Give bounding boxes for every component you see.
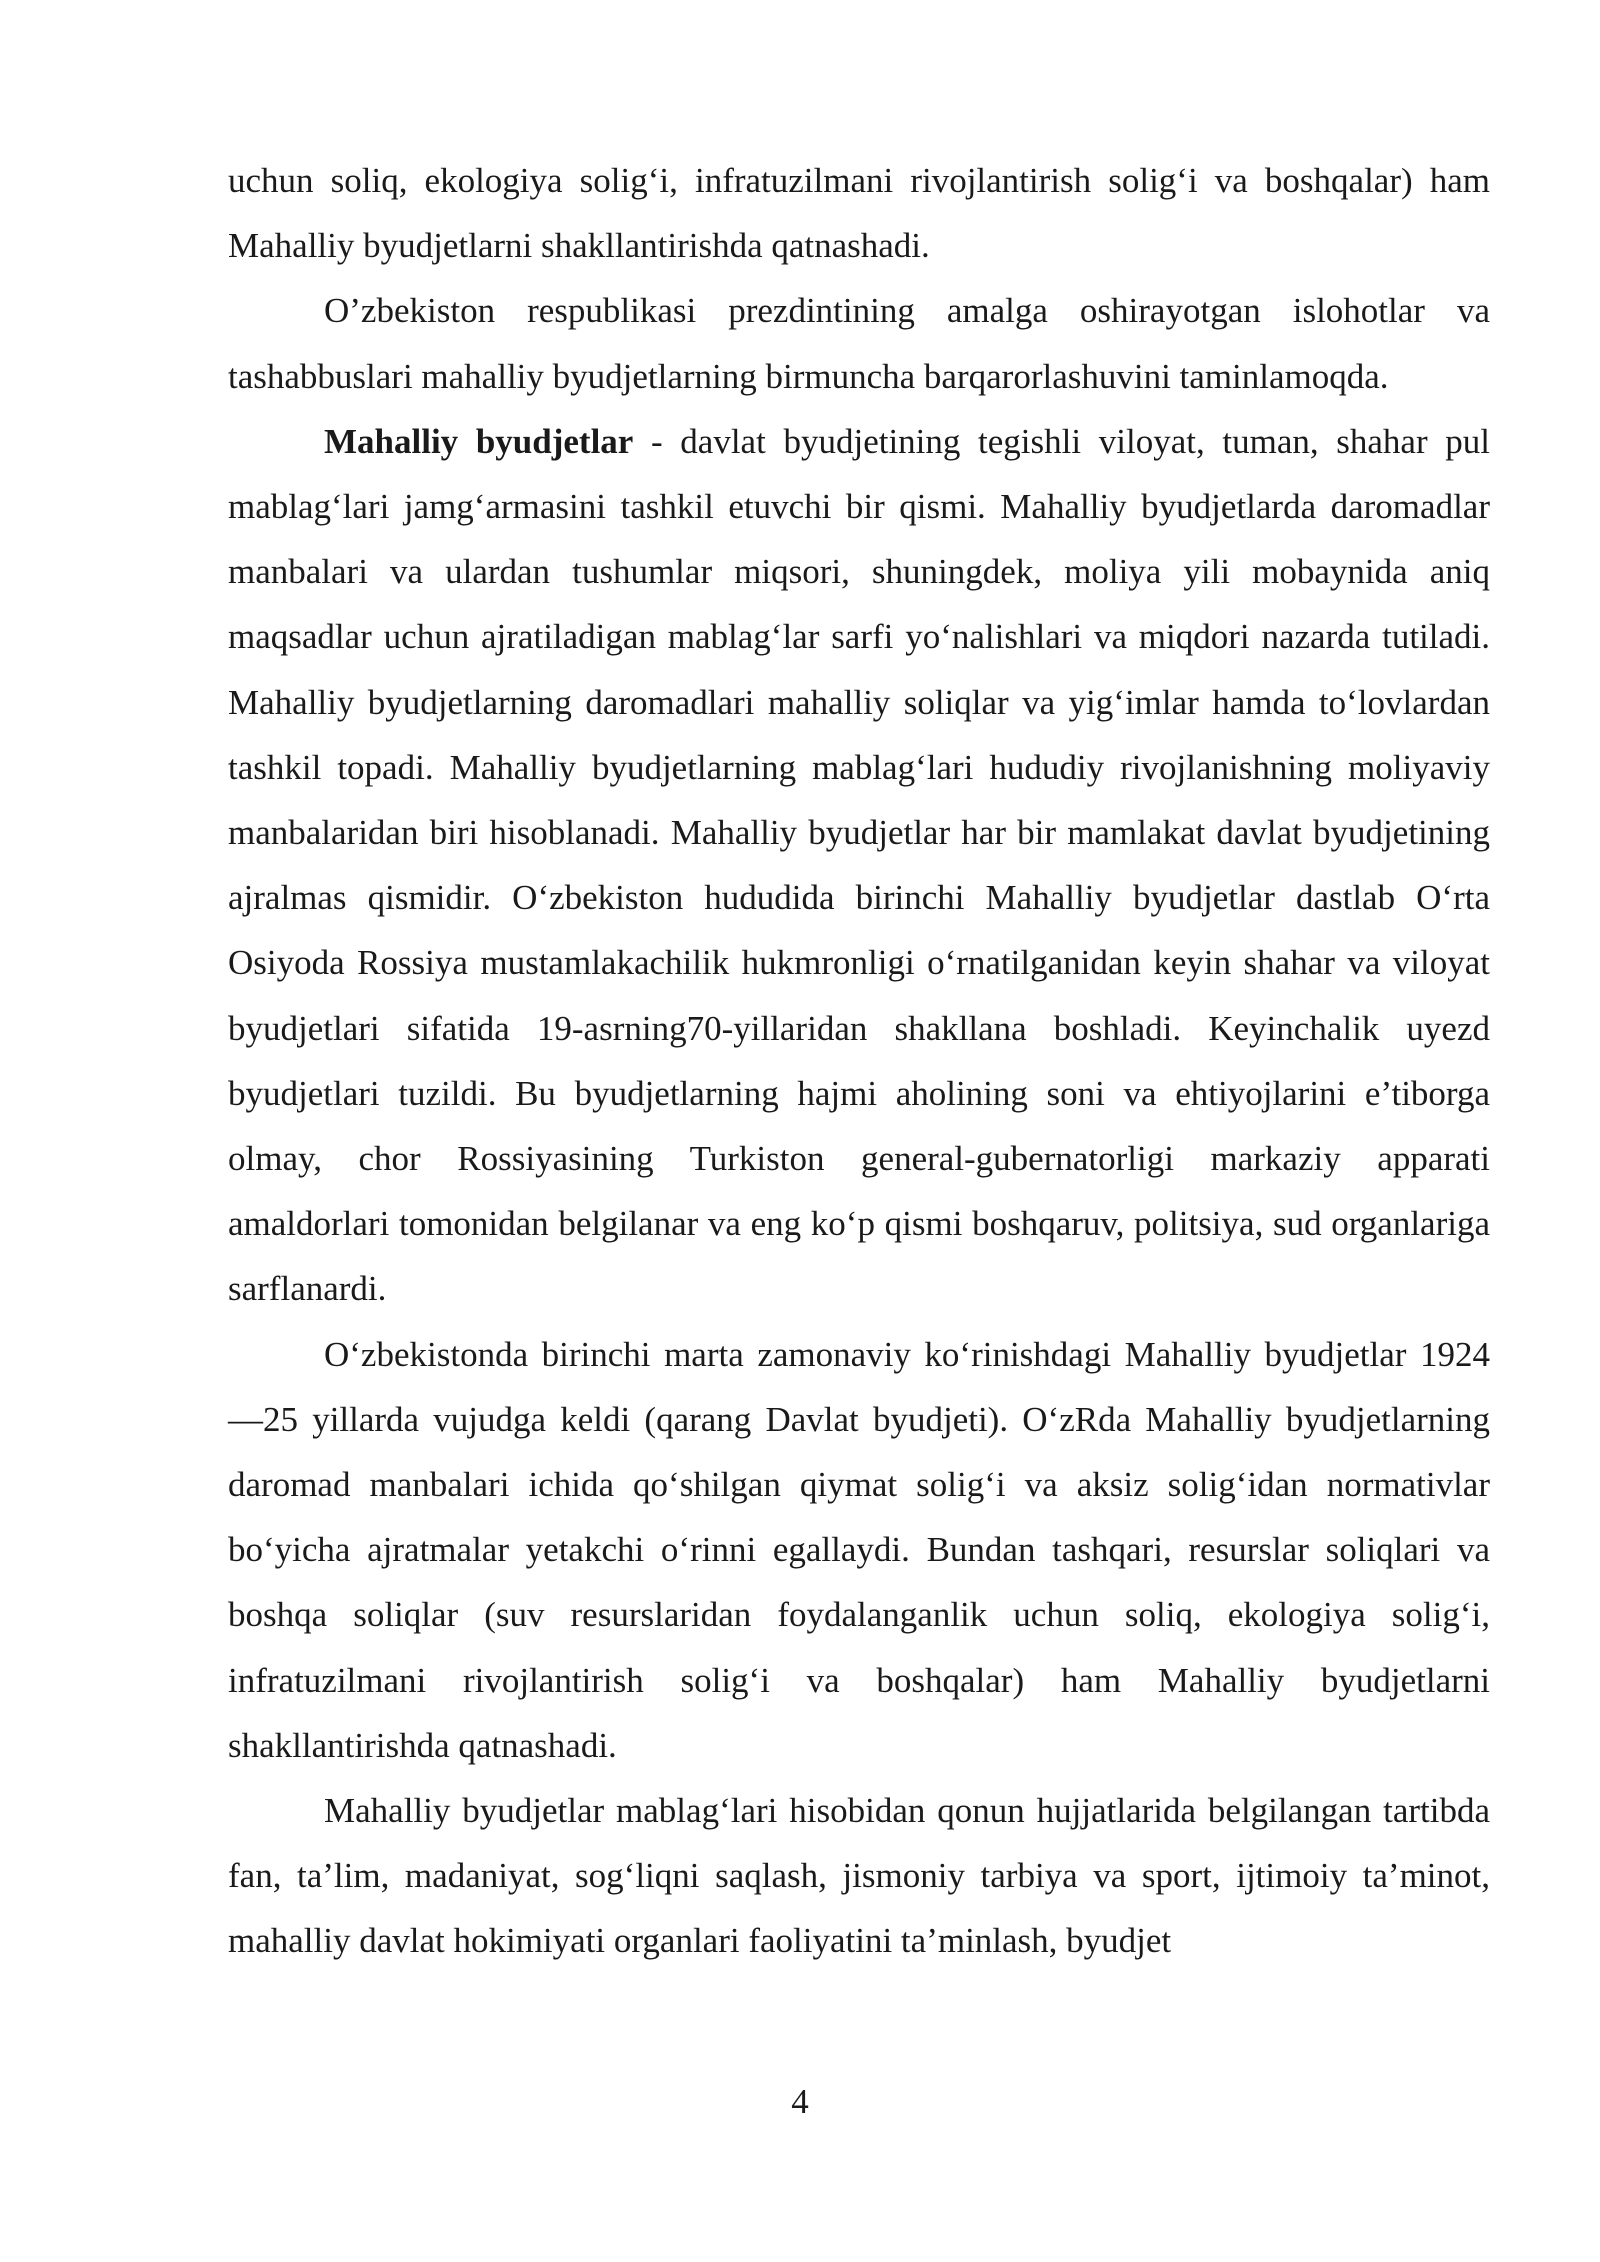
page-number: 4: [791, 2082, 809, 2121]
paragraph-4-text: O‘zbekistonda birinchi marta zamonaviy ko‘rinishdagi Mahalliy byudjetlar 1924—25 yillarda vujudga keldi (qarang Davlat byudjeti). O‘zRda Mahalliy byudjetlarning daromad manbalari ichida qo‘shilgan qiymat solig‘i va aksiz solig‘idan normativlar bo‘yicha ajratmalar yetakchi o‘rinni egallaydi. Bundan tashqari, resurslar soliqlari va boshqa soliqlar (suv resurslaridan foydalanganlik uchun soliq, ekologiya solig‘i, infratuzilmani rivojlantirish solig‘i va boshqalar) ham Mahalliy byudjetlarni shakllantirishda qatnashadi.: [228, 1334, 1490, 1765]
paragraph-1-text: uchun soliq, ekologiya solig‘i, infratuzilmani rivojlantirish solig‘i va boshqalar) ham Mahalliy byudjetlarni shakllantirishda qatnashadi.: [228, 161, 1490, 266]
paragraph-2: [228, 278, 1490, 408]
paragraph-1: [228, 148, 1490, 278]
definition-term: Mahalliy byudjetlar: [324, 421, 634, 461]
paragraph-3-text: - davlat byudjetining tegishli viloyat, tuman, shahar pul mablag‘lari jamg‘armasini tashkil etuvchi bir qismi. Mahalliy byudjetlarda daromadlar manbalari va ulardan tushumlar miqsori, shuningdek, moliya yili mobaynida aniq maqsadlar uchun ajratiladigan mablag‘lar sarfi yo‘nalishlari va miqdori nazarda tutiladi. Mahalliy byudjetlarning daromadlari mahalliy soliqlar va yig‘imlar hamda to‘lovlardan tashkil topadi. Mahalliy byudjetlarning mablag‘lari hududiy rivojlanishning moliyaviy manbalaridan biri hisoblanadi. Mahalliy byudjetlar har bir mamlakat davlat byudjetining ajralmas qismidir. O‘zbekiston hududida birinchi Mahalliy byudjetlar dastlab O‘rta Osiyoda Rossiya mustamlakachilik hukmronligi o‘rnatilganidan keyin shahar va viloyat byudjetlari sifatida 19-asrning70-yillaridan shakllana boshladi. Keyinchalik uyezd byudjetlari tuzildi. Bu byudjetlarning hajmi aholining soni va ehtiyojlarini e’tiborga olmay, chor Rossiyasining Turkiston general-gubernatorligi markaziy apparati amaldorlari tomonidan belgilanar va eng ko‘p qismi boshqaruv, politsiya, sud organlariga sarflanardi.: [228, 421, 1490, 1309]
paragraph-5: [228, 1778, 1490, 1974]
paragraph-5-text: Mahalliy byudjetlar mablag‘lari hisobidan qonun hujjatlarida belgilangan tartibda fan, ta’lim, madaniyat, sog‘liqni saqlash, jismoniy tarbiya va sport, ijtimoiy ta’minot, mahalliy davlat hokimiyati organlari faoliyatini ta’minlash, byudjet: [228, 1791, 1490, 1961]
paragraph-2-text: O’zbekiston respublikasi prezdintining amalga oshirayotgan islohotlar va tashabbuslari mahalliy byudjetlarning birmuncha barqarorlashuvini taminlamoqda.: [228, 291, 1490, 396]
paragraph-4: [228, 1322, 1490, 1778]
document-page: [228, 148, 1490, 1974]
paragraph-3: [228, 409, 1490, 1322]
